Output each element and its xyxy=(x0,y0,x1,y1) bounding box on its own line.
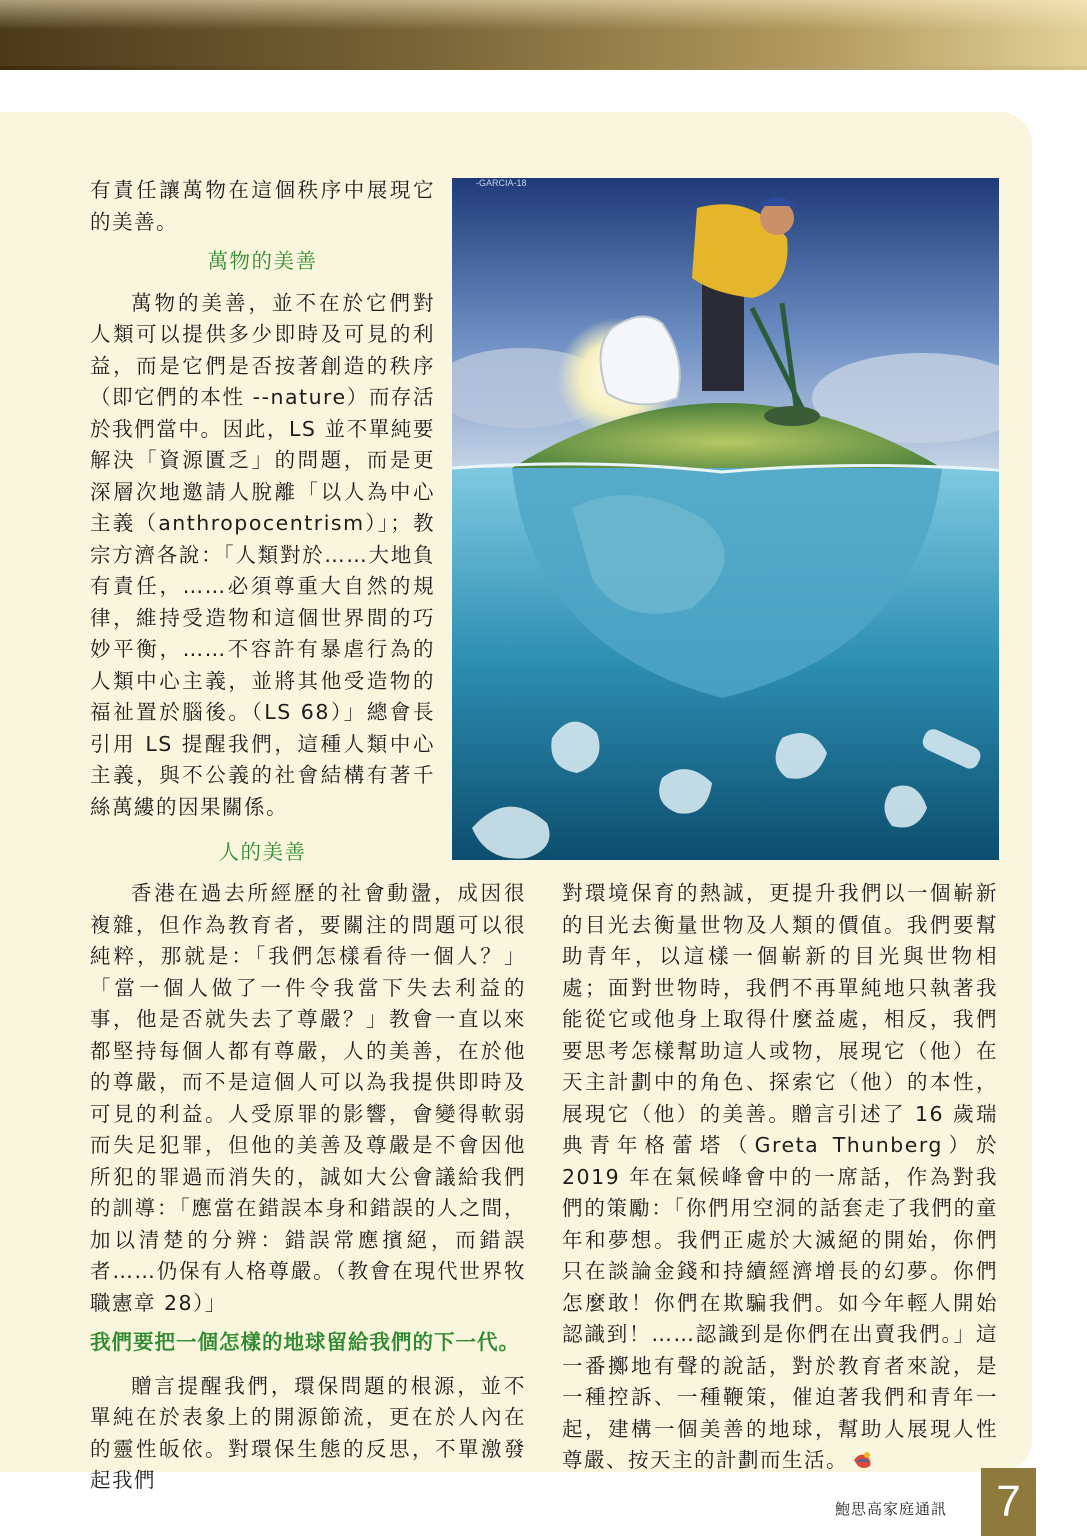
right-column xyxy=(562,878,998,1477)
paragraph-environment-continued xyxy=(562,878,998,1477)
paragraph-goodness-of-creation: 萬物的美善，並不在於它們對人類可以提供多少即時及可見的利益，而是它們是否按著創造的秩序（即它們的本性 --nature）而存活於我們當中。因此，LS 並不單純要解決「資源匱乏」的問題，而是更深層次地邀請人脫離「以人為中心主義（anthropocentrism）」；教宗方濟各說：「人類對於……大地負有責任，……必須尊重大自然的規律，維持受造物和這個世界間的巧妙平衡，……不容許有暴虐行為的人類中心主義，並將其他受造物的福祉置於腦後。（LS 68）」總會長引用 LS 提醒我們，這種人類中心主義，與不公義的社會結構有著千絲萬縷的因果關係。 xyxy=(90,290,435,819)
paragraph-hong-kong: 香港在過去所經歷的社會動盪，成因很複雜，但作為教育者，要關注的問題可以很純粹，那就是：「我們怎樣看待一個人？」「當一個人做了一件令我當下失去利益的事，他是否就失去了尊嚴？」教會一直以來都堅持每個人都有尊嚴，人的美善，在於他的尊嚴，而不是這個人可以為我提供即時及可見的利益。人受原罪的影響，會變得軟弱而失足犯罪，但他的美善及尊嚴是不會因他所犯的罪過而消失的，誠如大公會議給我們的訓導：「應當在錯誤本身和錯誤的人之間，加以清楚的分辨：錯誤常應擯絕，而錯誤者……仍保有人格尊嚴。（教會在現代世界牧職憲章 28）」 xyxy=(90,881,526,1315)
footer-publication-title: 鮑思高家庭通訊 xyxy=(834,1500,947,1518)
paragraph-environment: 贈言提醒我們，環保問題的根源，並不單純在於表象上的開源節流，更在於人內在的靈性皈依。對環保生態的反思，不單激發起我們 xyxy=(90,1373,526,1492)
band-highlight xyxy=(0,0,1087,30)
dustpan xyxy=(764,406,820,426)
left-column-bottom xyxy=(90,878,526,1497)
man-head xyxy=(760,201,794,235)
paragraph-environment-continued-text: 對環境保育的熱誠，更提升我們以一個嶄新的目光去衡量世物及人類的價值。我們要幫助青年，以這樣一個嶄新的目光與世物相處；面對世物時，我們不再單純地只執著我能從它或他身上取得什麼益處，相反，我們要思考怎樣幫助這人或物，展現它（他）在天主計劃中的角色、探索它（他）的本性，展現它（他）的美善。贈言引述了 16 歲瑞典青年格蕾塔（Greta Thunberg）於 2019 年在氣候峰會中的一席話，作為對我們的策勵：「你們用空洞的話套走了我們的童年和夢想。我們正處於大滅絕的開始，你們只在談論金錢和持續經濟增長的幻夢。你們怎麼敢！你們在欺騙我們。如今年輕人開始認識到！……認識到是你們在出賣我們。」這一番擲地有聲的說話，對於教育者來說，是一種控訴、一種鞭策，催迫著我們和青年一起，建構一個美善的地球，幫助人展現人性尊嚴、按天主的計劃而生活。 xyxy=(562,881,998,1472)
page-number: 7 xyxy=(981,1468,1036,1536)
end-logo-icon xyxy=(852,1450,874,1472)
section-heading-goodness-of-creation: 萬物的美善 xyxy=(207,249,318,273)
illustration-svg xyxy=(452,178,999,860)
illustration-signature: -GARCIA-18 xyxy=(476,178,527,188)
band-edge xyxy=(0,66,1087,70)
top-decorative-band xyxy=(0,0,1087,70)
section-heading-goodness-of-man: 人的美善 xyxy=(218,840,307,864)
paragraph-continuation: 有責任讓萬物在這個秩序中展現它的美善。 xyxy=(90,178,435,234)
globe-pollution-illustration xyxy=(452,178,999,860)
left-column-top xyxy=(90,175,435,879)
section-heading-earth: 我們要把一個怎樣的地球留給我們的下一代。 xyxy=(90,1330,520,1354)
